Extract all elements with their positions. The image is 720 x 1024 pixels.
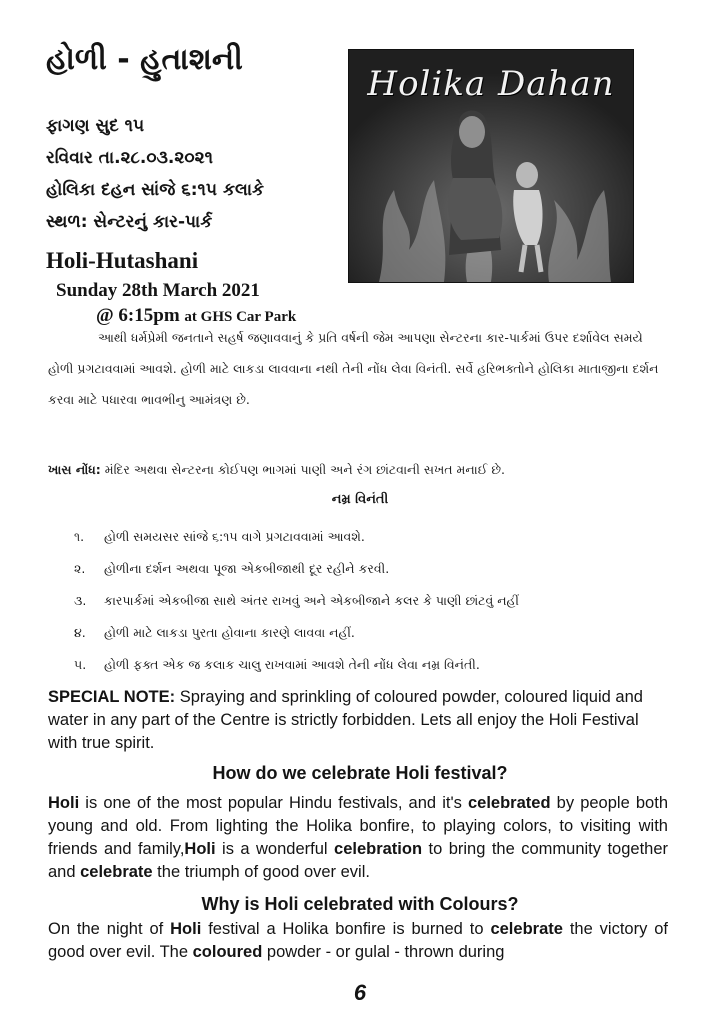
gujarati-title: હોળી - હુતાશની: [46, 42, 243, 77]
how-paragraph: [48, 792, 668, 884]
item-text: કારપાર્કમાં એકબીજા સાથે અંતર રાખવું અને એકબીજાને કલર કે પાણી છાંટવું નહીં: [104, 593, 519, 608]
holika-dahan-image: [348, 49, 634, 283]
gujarati-time: હોલિકા દહન સાંજે ૬:૧૫ કલાકે: [46, 180, 264, 200]
english-special-note: [48, 686, 668, 755]
text-run: the triumph of good over evil.: [152, 863, 370, 881]
item-number: ૩.: [74, 593, 87, 608]
list-item: [74, 553, 694, 585]
text-run: is one of the most popular Hindu festivals, and it's: [79, 794, 468, 812]
text-run: is a wonderful: [215, 840, 335, 858]
how-heading: How do we celebrate Holi festival?: [212, 763, 508, 783]
why-paragraph: [48, 918, 668, 964]
why-heading: Why is Holi celebrated with Colours?: [201, 894, 519, 914]
requests-list: [74, 521, 694, 681]
list-item: [74, 521, 694, 553]
special-note-label: SPECIAL NOTE:: [48, 688, 176, 706]
text-run: by people both young and old. From lighting the Holika bonfire, to playing colors, to visiting with friends and family,: [48, 794, 668, 858]
intro-paragraph: આથી ધર્મપ્રેમી જનતાને સહર્ષ જણાવવાનું કે પ્રતિ વર્ષની જેમ આપણા સેન્ટરના કાર-પાર્કમાં ઉપર દર્શાવેલ સમયે હોળી પ્રગટાવવામાં આવશે. હોળી માટે લાકડા લાવવાના નથી તેની નોંધ લેવા વિનંતી. સર્વે હરિભક્તોને હોલિકા માતાજીના દર્શન કરવા માટે પધારવા ભાવભીનુ આમંત્રણ છે.: [48, 330, 659, 407]
note-label: ખાસ નોંધ:: [48, 462, 101, 477]
text-run: celebrate: [490, 920, 563, 938]
text-run: celebrate: [80, 863, 153, 881]
gujarati-special-note: [48, 454, 668, 485]
text-run: celebrated: [467, 794, 551, 812]
text-run: Holi: [170, 920, 202, 938]
item-text: હોળી સમયસર સાંજે ૬:૧૫ વાગે પ્રગટાવવામાં આવશે.: [104, 529, 365, 544]
item-number: ૪.: [74, 625, 86, 640]
item-number: ૨.: [74, 561, 86, 576]
special-note-text: Spraying and sprinkling of coloured powder, coloured liquid and water in any part of the Centre is strictly forbidden. Lets all enjoy the Holi Festival with true spirit.: [48, 688, 643, 752]
item-number: ૫.: [74, 657, 87, 672]
requests-heading: નમ્ર વિનંતી: [331, 492, 389, 507]
list-item: [74, 617, 694, 649]
page-number: 6: [353, 980, 367, 1005]
gujarati-place: સ્થળ: સેન્ટરનું કાર-પાર્ક: [46, 212, 213, 232]
list-item: [74, 649, 694, 681]
text-run: to bring the community together and: [48, 840, 668, 881]
item-text: હોળી ફક્ત એક જ કલાક ચાલુ રાખવામાં આવશે તેની નોંધ લેવા નમ્ર વિનંતી.: [104, 657, 480, 672]
item-text: હોળીના દર્શન અથવા પૂજા એકબીજાથી દૂર રહીને કરવી.: [104, 561, 390, 576]
note-text: મંદિર અથવા સેન્ટરના કોઈપણ ભાગમાં પાણી અને રંગ છાંટવાની સખત મનાઈ છે.: [100, 462, 506, 477]
english-title: Holi-Hutashani: [46, 248, 199, 273]
text-run: On the night of: [48, 920, 171, 938]
gujarati-date: ફાગણ સુદ ૧૫: [46, 116, 145, 136]
item-number: ૧.: [74, 529, 85, 544]
text-run: Holi: [184, 840, 216, 858]
text-run: coloured: [192, 943, 263, 961]
text-run: the victory of good over evil. The: [48, 920, 669, 961]
list-item: [74, 585, 694, 617]
text-run: festival a Holika bonfire is burned to: [201, 920, 491, 938]
time-place: at GHS Car Park: [184, 309, 297, 325]
text-run: celebration: [334, 840, 423, 858]
item-text: હોળી માટે લાકડા પુરતા હોવાના કારણે લાવવા નહીં.: [104, 625, 355, 640]
gujarati-day: રવિવાર તા.૨૮.૦૩.૨૦૨૧: [46, 148, 213, 168]
text-run: Holi: [48, 794, 80, 812]
english-date: Sunday 28th March 2021: [56, 280, 260, 301]
text-run: powder - or gulal - thrown during: [262, 943, 505, 961]
image-caption: Holika Dahan: [367, 64, 615, 104]
time-main: @ 6:15pm: [96, 305, 180, 326]
